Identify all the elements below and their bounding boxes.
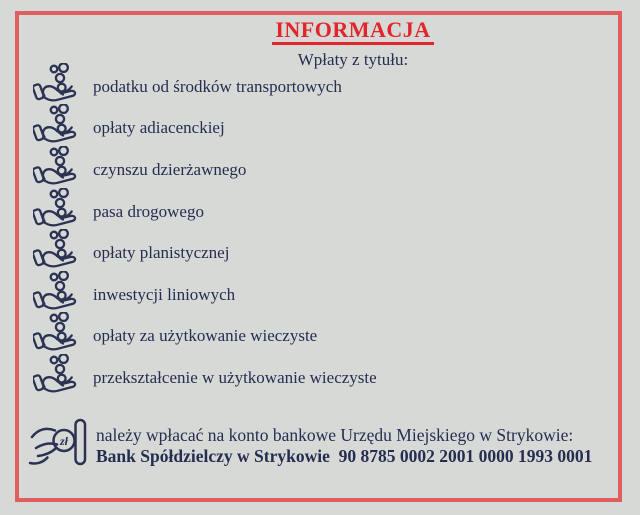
hand-receiving-coins-icon — [33, 63, 89, 109]
list-item-label: czynszu dzierżawnego — [93, 159, 247, 179]
list-item — [33, 357, 377, 399]
list-item-label: inwestycji liniowych — [93, 284, 236, 304]
hand-inserting-coin-icon — [26, 416, 92, 476]
bank-info-line1: należy wpłacać na konto bankowe Urzędu Miejskiego w Strykowie: — [96, 424, 574, 445]
hand-receiving-coins-icon — [33, 229, 89, 275]
hand-receiving-coins-icon — [33, 312, 89, 358]
list-item-label: przekształcenie w użytkowanie wieczyste — [93, 367, 377, 387]
bank-info-section — [26, 416, 592, 476]
list-item-label: opłaty adiacenckiej — [93, 118, 225, 138]
hand-receiving-coins-icon — [33, 146, 89, 192]
list-item — [33, 316, 377, 358]
list-item-label: podatku od środków transportowych — [93, 76, 342, 96]
hand-receiving-coins-icon — [33, 354, 89, 400]
list-item — [33, 66, 377, 108]
subtitle: Wpłaty z tytułu: — [297, 50, 409, 70]
list-item — [33, 149, 377, 191]
hand-receiving-coins-icon — [33, 104, 89, 150]
list-item-label: opłaty planistycznej — [93, 243, 230, 263]
list-item — [33, 274, 377, 316]
list-item-label: pasa drogowego — [93, 201, 204, 221]
payment-list — [33, 66, 377, 399]
zl-coin-symbol: zł — [59, 434, 69, 448]
list-item — [33, 232, 377, 274]
title-row — [0, 0, 640, 45]
bank-account-line: Bank Spółdzielczy w Strykowie 90 8785 0002 2001 0000 1993 0001 — [96, 446, 593, 466]
hand-receiving-coins-icon — [33, 271, 89, 317]
page-title: INFORMACJA — [272, 18, 433, 45]
hand-receiving-coins-icon — [33, 188, 89, 234]
list-item-label: opłaty za użytkowanie wieczyste — [93, 326, 318, 346]
list-item — [33, 108, 377, 150]
list-item — [33, 191, 377, 233]
bank-info-text — [92, 425, 592, 468]
